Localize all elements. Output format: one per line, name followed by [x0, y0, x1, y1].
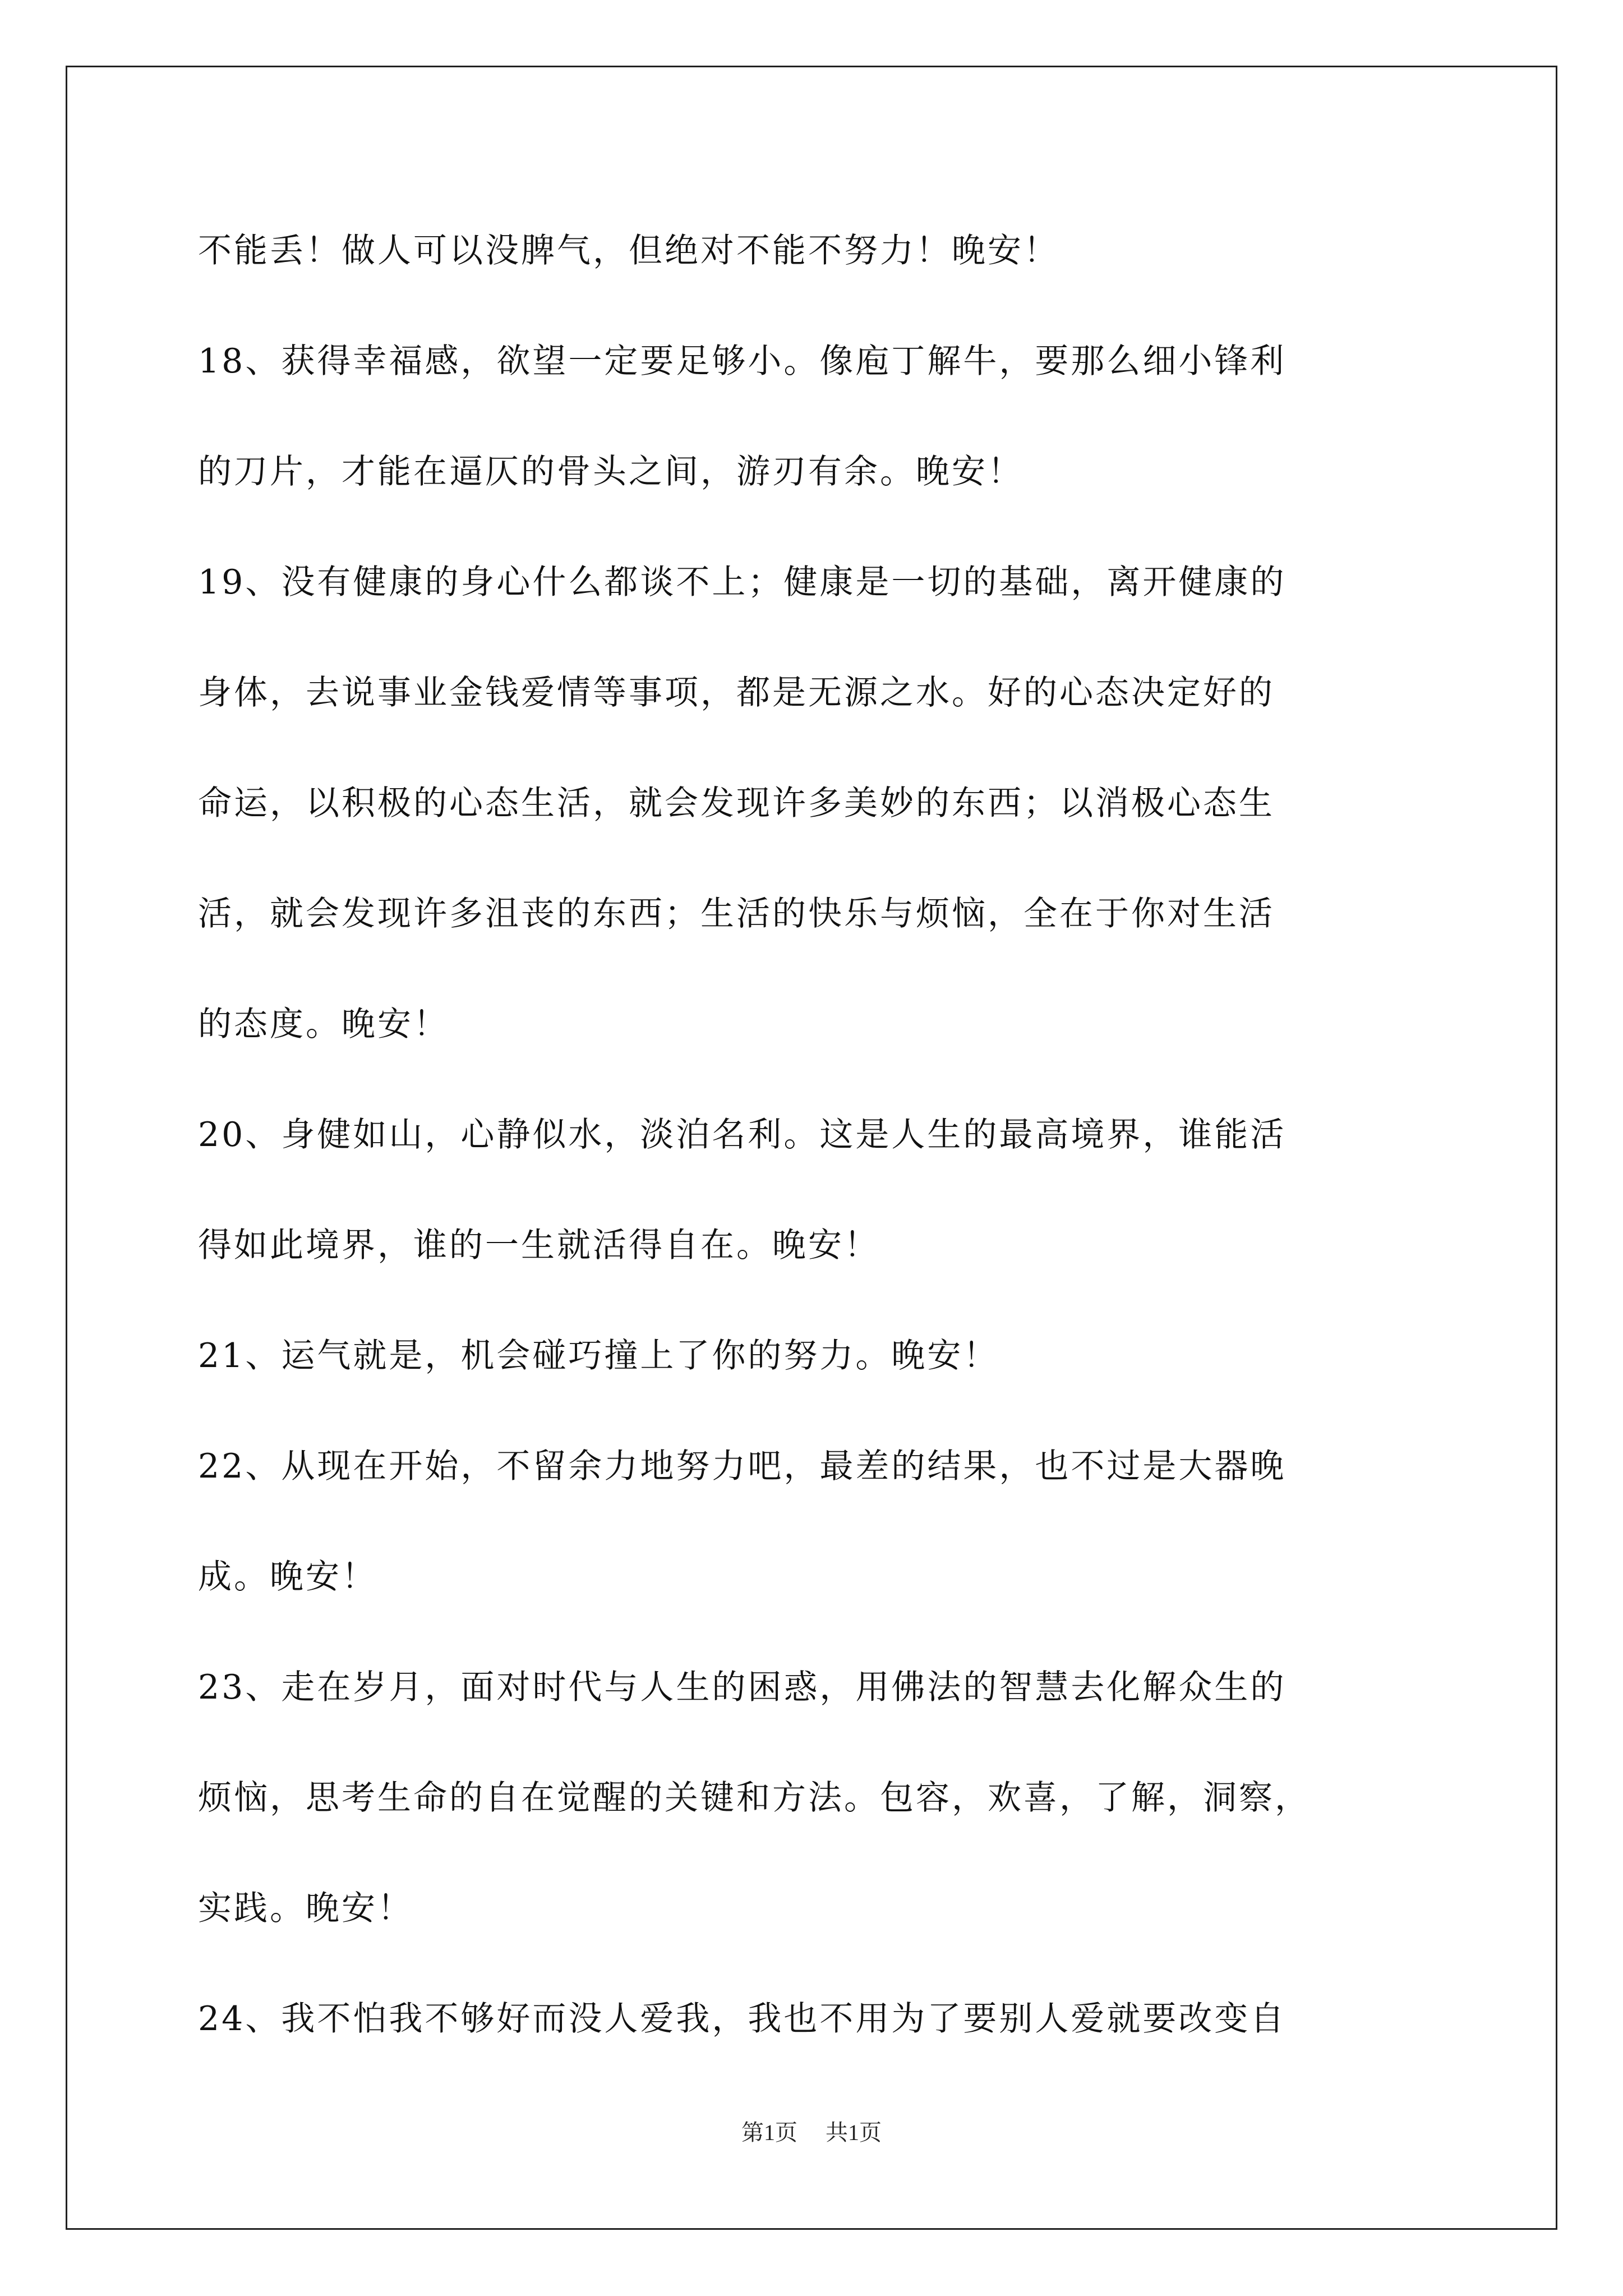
text-line: 18、获得幸福感，欲望一定要足够小。像庖丁解牛，要那么细小锋利: [198, 342, 1287, 381]
text-line: 24、我不怕我不够好而没人爱我，我也不用为了要别人爱就要改变自: [198, 1999, 1287, 2039]
text-line: 22、从现在开始，不留余力地努力吧，最差的结果，也不过是大器晚: [198, 1447, 1287, 1486]
text-line: 23、走在岁月，面对时代与人生的困惑，用佛法的智慧去化解众生的: [198, 1668, 1287, 1707]
text-line: 不能丢！做人可以没脾气，但绝对不能不努力！晚安！: [198, 231, 1059, 270]
page-footer: [0, 2115, 1623, 2147]
text-line: 实践。晚安！: [198, 1889, 413, 1928]
text-line: 的态度。晚安！: [198, 1005, 449, 1044]
text-line: 命运，以积极的心态生活，就会发现许多美妙的东西；以消极心态生: [198, 784, 1275, 823]
text-line: 烦恼，思考生命的自在觉醒的关键和方法。包容，欢喜，了解，洞察，: [198, 1778, 1311, 1818]
text-line: 身体，去说事业金钱爱情等事项，都是无源之水。好的心态决定好的: [198, 673, 1275, 712]
text-line: 得如此境界，谁的一生就活得自在。晚安！: [198, 1226, 880, 1265]
page-total: 共1页: [826, 2120, 882, 2145]
text-line: 21、运气就是，机会碰巧撞上了你的努力。晚安！: [198, 1336, 999, 1375]
page-number: 第1页: [741, 2120, 797, 2145]
text-line: 19、没有健康的身心什么都谈不上；健康是一切的基础，离开健康的: [198, 563, 1287, 602]
text-line: 成。晚安！: [198, 1557, 377, 1596]
text-line: 活，就会发现许多沮丧的东西；生活的快乐与烦恼，全在于你对生活: [198, 894, 1275, 933]
document-body: [198, 220, 1432, 2099]
text-line: 的刀片，才能在逼仄的骨头之间，游刃有余。晚安！: [198, 452, 1023, 491]
text-line: 20、身健如山，心静似水，淡泊名利。这是人生的最高境界，谁能活: [198, 1115, 1287, 1154]
